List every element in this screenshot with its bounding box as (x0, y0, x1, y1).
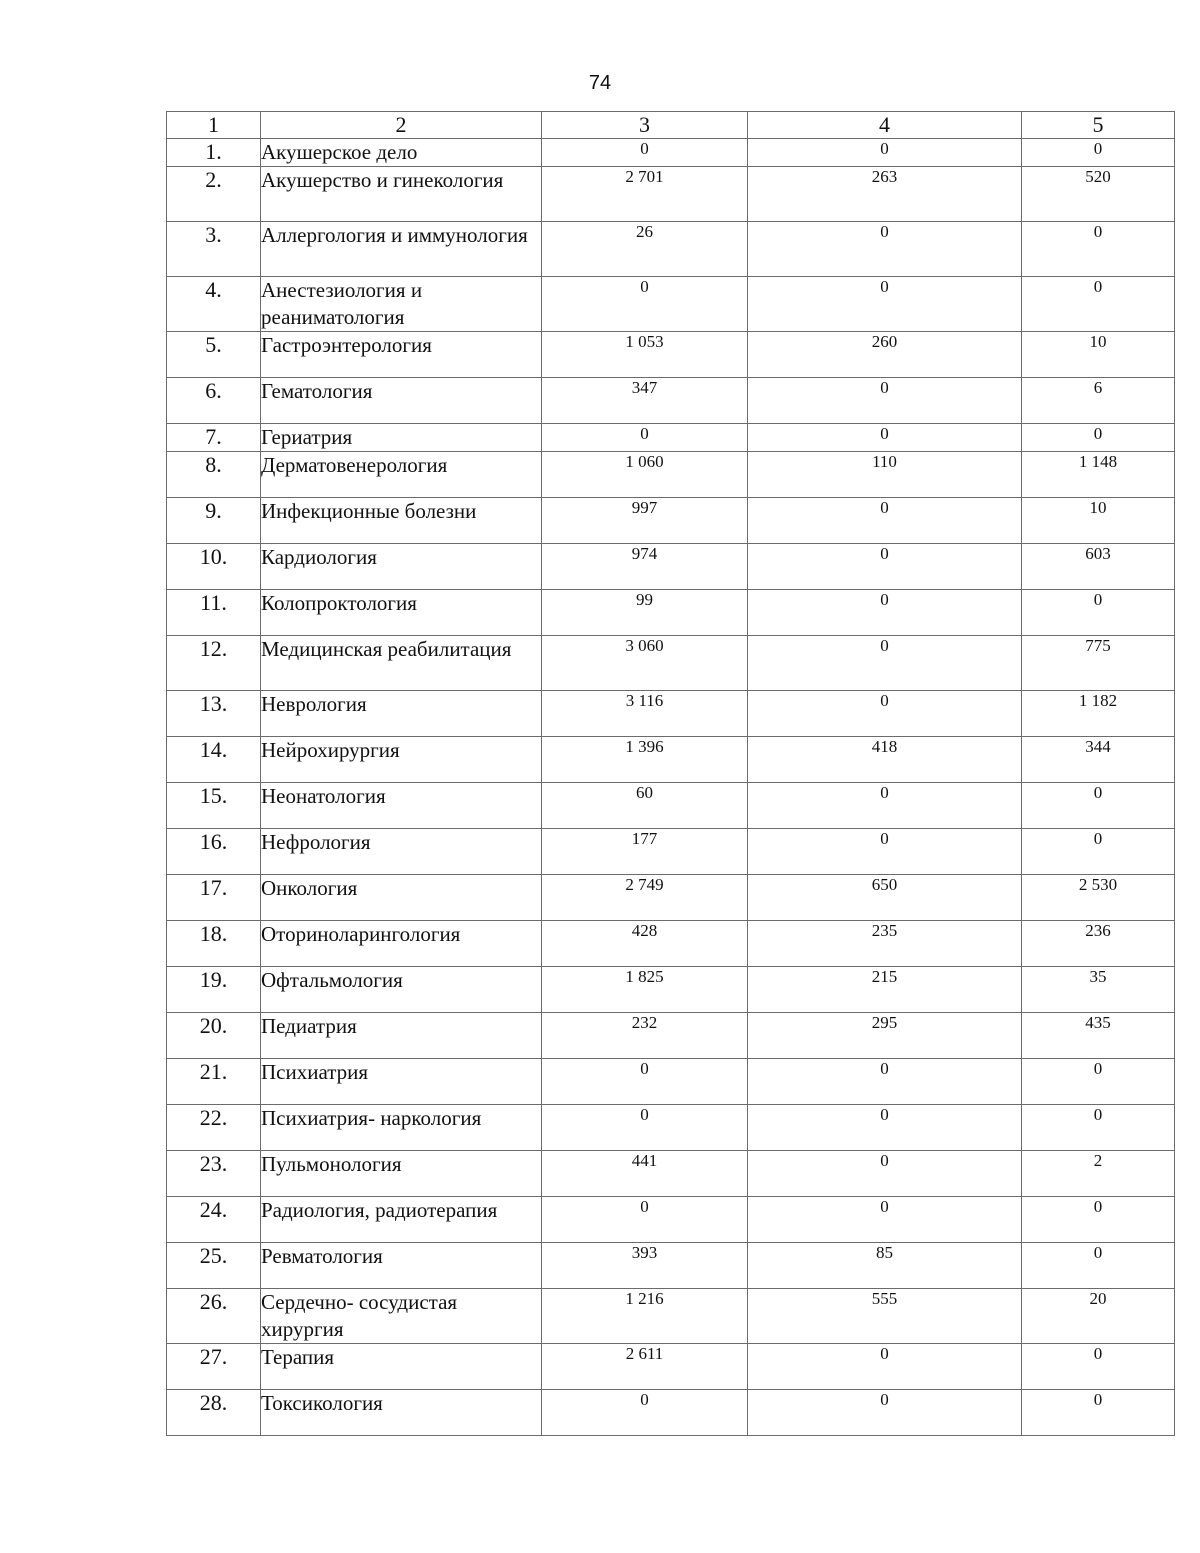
specialty-name: Офтальмология (261, 967, 542, 1013)
table-row (167, 1344, 1175, 1390)
value-col-5: 2 530 (1022, 875, 1175, 921)
page-number: 74 (588, 72, 612, 94)
row-number: 2. (167, 167, 261, 222)
value-col-4: 0 (748, 1059, 1022, 1105)
specialty-name: Радиология, радиотерапия (261, 1197, 542, 1243)
value-col-5: 0 (1022, 1197, 1175, 1243)
specialty-name: Психиатрия (261, 1059, 542, 1105)
value-col-4: 263 (748, 167, 1022, 222)
row-number: 6. (167, 378, 261, 424)
row-number: 1. (167, 139, 261, 167)
table-row (167, 1105, 1175, 1151)
value-col-3: 428 (542, 921, 748, 967)
specialty-name: Педиатрия (261, 1013, 542, 1059)
value-col-3: 0 (542, 139, 748, 167)
table-row (167, 378, 1175, 424)
row-number: 28. (167, 1390, 261, 1436)
value-col-5: 10 (1022, 332, 1175, 378)
value-col-3: 1 060 (542, 452, 748, 498)
value-col-4: 235 (748, 921, 1022, 967)
value-col-5: 0 (1022, 222, 1175, 277)
row-number: 5. (167, 332, 261, 378)
table-row (167, 222, 1175, 277)
table-row (167, 332, 1175, 378)
table-row (167, 139, 1175, 167)
row-number: 13. (167, 691, 261, 737)
value-col-4: 0 (748, 1344, 1022, 1390)
specialty-name: Психиатрия- наркология (261, 1105, 542, 1151)
specialty-name: Сердечно- сосудистая хирургия (261, 1289, 542, 1344)
column-header: 2 (261, 112, 542, 139)
value-col-3: 1 216 (542, 1289, 748, 1344)
value-col-4: 418 (748, 737, 1022, 783)
value-col-4: 0 (748, 636, 1022, 691)
value-col-5: 344 (1022, 737, 1175, 783)
table-row (167, 590, 1175, 636)
table-row (167, 1151, 1175, 1197)
row-number: 11. (167, 590, 261, 636)
specialty-name: Онкология (261, 875, 542, 921)
value-col-3: 0 (542, 277, 748, 332)
value-col-4: 0 (748, 1197, 1022, 1243)
specialty-name: Гастроэнтерология (261, 332, 542, 378)
value-col-5: 1 182 (1022, 691, 1175, 737)
table-row (167, 691, 1175, 737)
value-col-3: 347 (542, 378, 748, 424)
row-number: 3. (167, 222, 261, 277)
value-col-3: 177 (542, 829, 748, 875)
specialty-name: Неврология (261, 691, 542, 737)
value-col-4: 0 (748, 544, 1022, 590)
value-col-4: 0 (748, 1105, 1022, 1151)
value-col-3: 997 (542, 498, 748, 544)
table-row (167, 783, 1175, 829)
value-col-5: 20 (1022, 1289, 1175, 1344)
column-header: 5 (1022, 112, 1175, 139)
value-col-5: 435 (1022, 1013, 1175, 1059)
value-col-5: 603 (1022, 544, 1175, 590)
table-row (167, 1059, 1175, 1105)
value-col-4: 0 (748, 424, 1022, 452)
row-number: 10. (167, 544, 261, 590)
value-col-4: 215 (748, 967, 1022, 1013)
row-number: 14. (167, 737, 261, 783)
row-number: 26. (167, 1289, 261, 1344)
value-col-3: 26 (542, 222, 748, 277)
table-row (167, 498, 1175, 544)
value-col-3: 232 (542, 1013, 748, 1059)
value-col-4: 0 (748, 1151, 1022, 1197)
row-number: 8. (167, 452, 261, 498)
value-col-3: 441 (542, 1151, 748, 1197)
value-col-3: 0 (542, 1059, 748, 1105)
specialty-name: Дерматовенерология (261, 452, 542, 498)
value-col-5: 0 (1022, 1344, 1175, 1390)
table-row (167, 1390, 1175, 1436)
value-col-4: 260 (748, 332, 1022, 378)
value-col-5: 35 (1022, 967, 1175, 1013)
value-col-3: 1 396 (542, 737, 748, 783)
row-number: 16. (167, 829, 261, 875)
value-col-5: 0 (1022, 1059, 1175, 1105)
value-col-5: 0 (1022, 139, 1175, 167)
value-col-5: 0 (1022, 783, 1175, 829)
row-number: 20. (167, 1013, 261, 1059)
value-col-4: 295 (748, 1013, 1022, 1059)
table-header-row (167, 112, 1175, 139)
specialty-name: Гериатрия (261, 424, 542, 452)
value-col-3: 0 (542, 424, 748, 452)
value-col-5: 2 (1022, 1151, 1175, 1197)
row-number: 17. (167, 875, 261, 921)
table-row (167, 452, 1175, 498)
table-row (167, 424, 1175, 452)
specialty-name: Аллергология и иммунология (261, 222, 542, 277)
column-header: 1 (167, 112, 261, 139)
specialty-name: Оториноларингология (261, 921, 542, 967)
specialty-name: Терапия (261, 1344, 542, 1390)
specialty-name: Колопроктология (261, 590, 542, 636)
table-row (167, 167, 1175, 222)
specialty-name: Гематология (261, 378, 542, 424)
value-col-4: 0 (748, 829, 1022, 875)
value-col-5: 775 (1022, 636, 1175, 691)
specialty-name: Инфекционные болезни (261, 498, 542, 544)
row-number: 7. (167, 424, 261, 452)
row-number: 9. (167, 498, 261, 544)
value-col-5: 1 148 (1022, 452, 1175, 498)
value-col-5: 0 (1022, 1390, 1175, 1436)
value-col-4: 0 (748, 783, 1022, 829)
table-row (167, 277, 1175, 332)
value-col-3: 3 060 (542, 636, 748, 691)
value-col-3: 1 053 (542, 332, 748, 378)
table-row (167, 967, 1175, 1013)
table-row (167, 636, 1175, 691)
value-col-3: 2 701 (542, 167, 748, 222)
value-col-3: 0 (542, 1390, 748, 1436)
value-col-3: 99 (542, 590, 748, 636)
table-row (167, 1197, 1175, 1243)
specialty-name: Акушерское дело (261, 139, 542, 167)
table-row (167, 921, 1175, 967)
table-row (167, 1289, 1175, 1344)
value-col-5: 6 (1022, 378, 1175, 424)
value-col-4: 0 (748, 1390, 1022, 1436)
value-col-4: 85 (748, 1243, 1022, 1289)
value-col-4: 0 (748, 378, 1022, 424)
value-col-3: 2 749 (542, 875, 748, 921)
row-number: 19. (167, 967, 261, 1013)
column-header: 4 (748, 112, 1022, 139)
table-row (167, 875, 1175, 921)
value-col-5: 0 (1022, 1105, 1175, 1151)
value-col-5: 520 (1022, 167, 1175, 222)
value-col-5: 0 (1022, 1243, 1175, 1289)
specialty-name: Кардиология (261, 544, 542, 590)
value-col-4: 0 (748, 222, 1022, 277)
value-col-3: 393 (542, 1243, 748, 1289)
row-number: 25. (167, 1243, 261, 1289)
row-number: 27. (167, 1344, 261, 1390)
specialty-name: Акушерство и гинекология (261, 167, 542, 222)
value-col-5: 0 (1022, 590, 1175, 636)
table-row (167, 1243, 1175, 1289)
specialty-name: Токсикология (261, 1390, 542, 1436)
row-number: 12. (167, 636, 261, 691)
value-col-3: 0 (542, 1197, 748, 1243)
row-number: 18. (167, 921, 261, 967)
value-col-3: 1 825 (542, 967, 748, 1013)
row-number: 21. (167, 1059, 261, 1105)
value-col-4: 555 (748, 1289, 1022, 1344)
value-col-3: 0 (542, 1105, 748, 1151)
value-col-4: 0 (748, 139, 1022, 167)
value-col-5: 236 (1022, 921, 1175, 967)
value-col-5: 10 (1022, 498, 1175, 544)
specialty-name: Ревматология (261, 1243, 542, 1289)
value-col-3: 60 (542, 783, 748, 829)
value-col-5: 0 (1022, 829, 1175, 875)
value-col-4: 0 (748, 691, 1022, 737)
specialty-name: Неонатология (261, 783, 542, 829)
value-col-4: 110 (748, 452, 1022, 498)
specialty-name: Нефрология (261, 829, 542, 875)
table-row (167, 1013, 1175, 1059)
table-row (167, 544, 1175, 590)
value-col-3: 974 (542, 544, 748, 590)
value-col-4: 650 (748, 875, 1022, 921)
specialty-name: Нейрохирургия (261, 737, 542, 783)
value-col-4: 0 (748, 277, 1022, 332)
value-col-5: 0 (1022, 277, 1175, 332)
row-number: 22. (167, 1105, 261, 1151)
value-col-3: 2 611 (542, 1344, 748, 1390)
value-col-4: 0 (748, 498, 1022, 544)
table-row (167, 737, 1175, 783)
row-number: 24. (167, 1197, 261, 1243)
row-number: 23. (167, 1151, 261, 1197)
specialty-name: Медицинская реабилитация (261, 636, 542, 691)
value-col-5: 0 (1022, 424, 1175, 452)
row-number: 15. (167, 783, 261, 829)
specialty-name: Пульмонология (261, 1151, 542, 1197)
specialty-table (166, 111, 1175, 1436)
row-number: 4. (167, 277, 261, 332)
table-row (167, 829, 1175, 875)
specialty-name: Анестезиология и реаниматология (261, 277, 542, 332)
value-col-3: 3 116 (542, 691, 748, 737)
value-col-4: 0 (748, 590, 1022, 636)
column-header: 3 (542, 112, 748, 139)
table-body (167, 112, 1175, 1436)
